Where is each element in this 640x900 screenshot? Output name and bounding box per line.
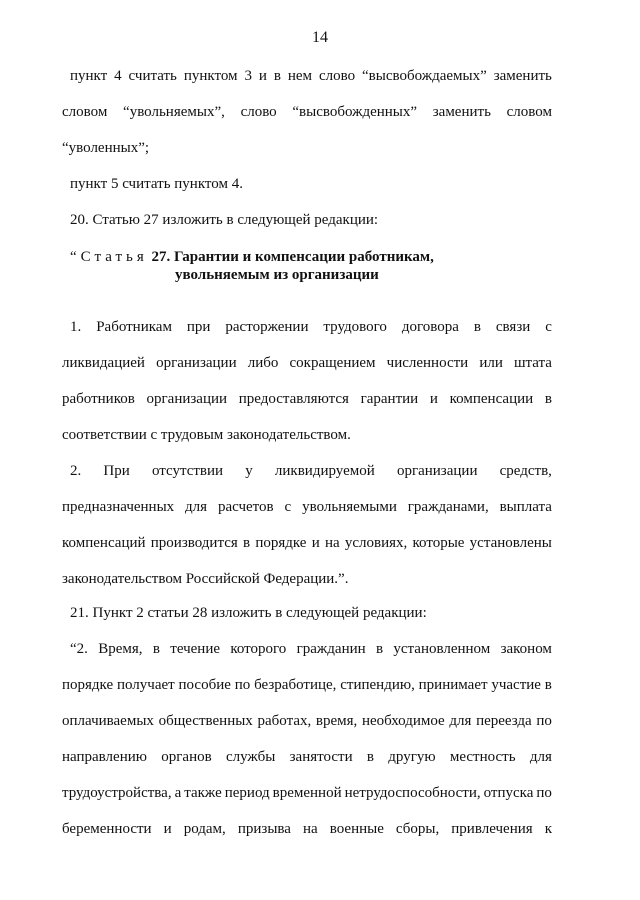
word: течение (170, 641, 221, 657)
text-line (62, 534, 552, 552)
text-line: “уволенных”; (62, 140, 150, 156)
word: работах, (257, 713, 312, 729)
word: Время, (98, 641, 143, 657)
word: гарантии (360, 391, 419, 407)
word: в (152, 641, 160, 657)
word: при (186, 319, 211, 335)
word: нем (287, 68, 313, 84)
word: время, (315, 713, 358, 729)
text-line (62, 820, 552, 838)
word: по (234, 677, 251, 693)
word: Работникам (96, 319, 172, 335)
word: к (544, 821, 552, 837)
article-prefix: “Статья (70, 249, 148, 265)
word: связи (495, 319, 531, 335)
word: для (449, 713, 472, 729)
word: получает (116, 677, 175, 693)
word: которого (230, 641, 287, 657)
word: с (545, 319, 552, 335)
word: порядке (62, 677, 114, 693)
word: переезда (476, 713, 532, 729)
word: родам, (183, 821, 226, 837)
word: для (529, 749, 552, 765)
word: словом (62, 104, 108, 120)
text-line (62, 712, 552, 730)
word: порядке (255, 535, 307, 551)
word: условиях, (344, 535, 408, 551)
word: установлены (469, 535, 552, 551)
word: органов (161, 749, 212, 765)
word: сборы, (395, 821, 440, 837)
text-line (62, 784, 552, 802)
word: в (544, 391, 552, 407)
word: предоставляются (238, 391, 349, 407)
word: штата (514, 355, 552, 371)
text-line (70, 67, 552, 85)
text-line (62, 748, 552, 766)
word: организации (146, 391, 228, 407)
word: отпуска (483, 785, 534, 801)
word: а (174, 785, 182, 801)
word: считать (128, 68, 177, 84)
word: в (366, 749, 374, 765)
page-number: 14 (312, 29, 328, 46)
word: занятости (289, 749, 353, 765)
word: в (273, 68, 281, 84)
word: расторжении (225, 319, 309, 335)
word: для (185, 499, 208, 515)
word: на (324, 535, 340, 551)
word: ликвидируемой (274, 463, 375, 479)
word: и (258, 68, 267, 84)
word: работников (62, 391, 135, 407)
word: принимает (418, 677, 488, 693)
word: по (536, 785, 552, 801)
text-line (70, 318, 552, 336)
word: военные (329, 821, 384, 837)
word: 2. (70, 463, 82, 479)
word: и (311, 535, 320, 551)
word: и (429, 391, 438, 407)
word: нетрудоспособности, (344, 785, 481, 801)
word: компенсаций (62, 535, 146, 551)
word: “высвобождаемых” (362, 68, 487, 84)
word: заменить (432, 104, 491, 120)
word: беременности (62, 821, 152, 837)
text-line: соответствии с трудовым законодательством. (62, 427, 351, 443)
word: либо (247, 355, 279, 371)
word: трудового (323, 319, 387, 335)
article-heading (70, 248, 434, 266)
word: необходимое (361, 713, 445, 729)
word: также (184, 785, 222, 801)
word: в (473, 319, 481, 335)
word: безработице, (254, 677, 337, 693)
word: слово (240, 104, 277, 120)
word: которые (412, 535, 465, 551)
word: производится (150, 535, 238, 551)
word: пособие (178, 677, 231, 693)
word: призыва (237, 821, 291, 837)
word: 1. (70, 319, 82, 335)
word: на (303, 821, 318, 837)
word: участие (491, 677, 541, 693)
text-line (62, 354, 552, 372)
word: оплачиваемых (62, 713, 154, 729)
word: у (245, 463, 253, 479)
word: “2. (70, 641, 88, 657)
word: в (544, 677, 552, 693)
text-line (62, 103, 552, 121)
text-line (62, 390, 552, 408)
word: период (224, 785, 270, 801)
word: “высвобожденных” (292, 104, 418, 120)
word: предназначенных (62, 499, 175, 515)
article-heading-line2: увольняемым из организации (175, 267, 379, 283)
word: При (103, 463, 130, 479)
word: словом (506, 104, 552, 120)
word: расчетов (217, 499, 274, 515)
word: направлению (62, 749, 147, 765)
word: установленном (393, 641, 491, 657)
word: или (479, 355, 503, 371)
word: “увольняемых”, (123, 104, 225, 120)
word: общественных (158, 713, 253, 729)
word: и (163, 821, 172, 837)
word: трудоустройства, (62, 785, 172, 801)
text-line: 20. Статью 27 изложить в следующей редакции: (70, 212, 379, 228)
word: слово (318, 68, 356, 84)
word: в (242, 535, 251, 551)
text-line: 21. Пункт 2 статьи 28 изложить в следующей редакции: (70, 605, 427, 621)
word: гражданами, (407, 499, 489, 515)
word: другую (388, 749, 436, 765)
word: привлечения (451, 821, 533, 837)
word: законом (500, 641, 552, 657)
word: увольняемыми (302, 499, 397, 515)
word: организации (396, 463, 478, 479)
word: сокращением (289, 355, 376, 371)
word: временной (272, 785, 342, 801)
text-line (62, 676, 552, 694)
word: численности (386, 355, 469, 371)
text-line (62, 498, 552, 516)
article-title: 27. Гарантии и компенсации работникам, (147, 249, 434, 265)
word: в (375, 641, 384, 657)
word: пункт (70, 68, 108, 84)
word: 3 (244, 68, 252, 84)
word: заменить (493, 68, 552, 84)
word: стипендию, (340, 677, 415, 693)
text-line: пункт 5 считать пунктом 4. (70, 176, 243, 192)
word: по (536, 713, 552, 729)
word: организации (156, 355, 237, 371)
word: выплата (499, 499, 552, 515)
word: ликвидацией (62, 355, 145, 371)
word: местность (449, 749, 516, 765)
text-line: законодательством Российской Федерации.”. (62, 571, 349, 587)
word: средств, (499, 463, 552, 479)
word: с (284, 499, 292, 515)
text-line (70, 462, 552, 480)
word: отсутствии (151, 463, 224, 479)
text-line (70, 640, 552, 658)
word: службы (225, 749, 276, 765)
word: 4 (114, 68, 122, 84)
word: договора (401, 319, 459, 335)
word: пунктом (183, 68, 238, 84)
word: гражданин (296, 641, 366, 657)
word: компенсации (449, 391, 534, 407)
